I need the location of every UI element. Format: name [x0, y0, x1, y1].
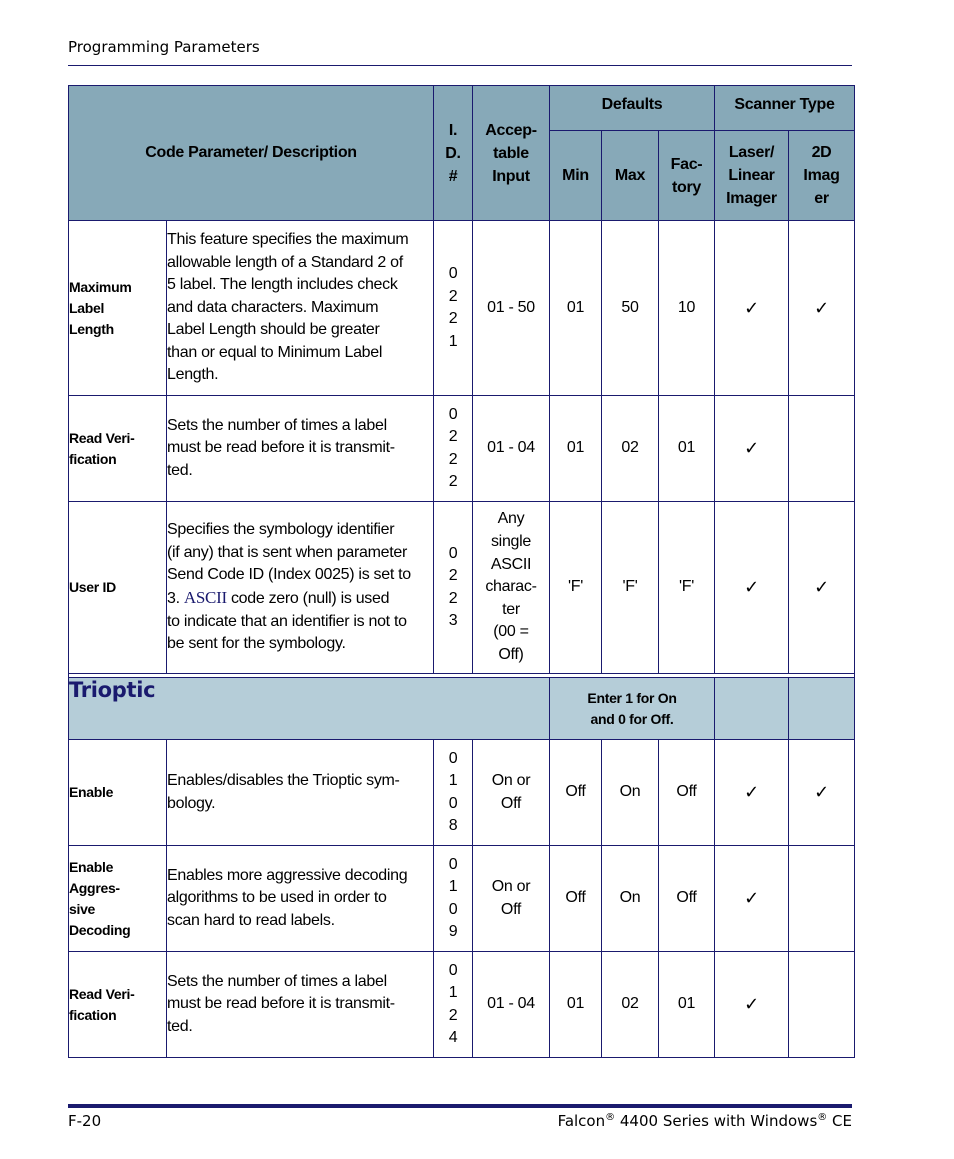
parameter-id: 0 2 2 3 — [434, 502, 473, 674]
table-row — [69, 502, 855, 674]
default-min: Off — [550, 846, 602, 952]
table-row — [69, 396, 855, 502]
default-max: 50 — [602, 221, 659, 396]
default-factory: 'F' — [659, 502, 715, 674]
default-min: 01 — [550, 396, 602, 502]
header-factory: Fac- tory — [659, 131, 715, 221]
parameter-id: 0 1 0 8 — [434, 740, 473, 846]
parameter-table — [68, 85, 855, 1058]
footer-rule — [68, 1104, 852, 1108]
default-factory: Off — [659, 740, 715, 846]
table-row — [69, 952, 855, 1058]
check-icon: ✓ — [715, 952, 789, 1058]
parameter-description: This feature specifies the maximum allowable length of a Standard 2 of 5 label. The length includes check and data characters. Maximum Label Length should be greater than or equal to Minimum Label Length. — [167, 221, 434, 396]
parameter-name: User ID — [69, 502, 167, 674]
header-code-parameter: Code Parameter/ Description — [69, 86, 434, 221]
parameter-description: Sets the number of times a label must be read before it is transmit- ted. — [167, 952, 434, 1058]
default-min: 'F' — [550, 502, 602, 674]
table-row — [69, 740, 855, 846]
check-icon: ✓ — [789, 502, 855, 674]
header-id: I. D. # — [434, 86, 473, 221]
check-icon: ✓ — [715, 502, 789, 674]
parameter-id: 0 1 0 9 — [434, 846, 473, 952]
header-defaults: Defaults — [550, 86, 715, 131]
empty-cell — [789, 396, 855, 502]
default-max: 'F' — [602, 502, 659, 674]
ascii-link[interactable]: ASCII — [183, 588, 227, 607]
header-2d-imager: 2D Imag er — [789, 131, 855, 221]
parameter-name: Maximum Label Length — [69, 221, 167, 396]
page-number: F-20 — [68, 1112, 102, 1130]
empty-cell — [789, 952, 855, 1058]
running-header: Programming Parameters — [68, 38, 260, 56]
default-max: On — [602, 846, 659, 952]
check-icon: ✓ — [789, 740, 855, 846]
default-factory: 01 — [659, 952, 715, 1058]
header-min: Min — [550, 131, 602, 221]
empty-cell — [789, 846, 855, 952]
acceptable-input: 01 - 04 — [473, 952, 550, 1058]
section-header — [69, 678, 855, 740]
parameter-description: Enables more aggressive decoding algorithms to be used in order to scan hard to read labels. — [167, 846, 434, 952]
empty-cell — [715, 678, 789, 740]
check-icon: ✓ — [715, 221, 789, 396]
parameter-name: Enable — [69, 740, 167, 846]
section-note: Enter 1 for On and 0 for Off. — [550, 678, 715, 740]
parameter-description: Enables/disables the Trioptic sym- bology. — [167, 740, 434, 846]
header-scanner-type: Scanner Type — [715, 86, 855, 131]
default-min: 01 — [550, 221, 602, 396]
default-max: On — [602, 740, 659, 846]
parameter-description: Sets the number of times a label must be read before it is transmit- ted. — [167, 396, 434, 502]
acceptable-input: Any single ASCII charac- ter (00 = Off) — [473, 502, 550, 674]
check-icon: ✓ — [715, 740, 789, 846]
section-title: Trioptic — [69, 678, 550, 740]
table-row — [69, 221, 855, 396]
empty-cell — [789, 678, 855, 740]
check-icon: ✓ — [715, 846, 789, 952]
default-factory: 10 — [659, 221, 715, 396]
parameter-id: 0 2 2 1 — [434, 221, 473, 396]
parameter-id: 0 2 2 2 — [434, 396, 473, 502]
parameter-name: Enable Aggres- sive Decoding — [69, 846, 167, 952]
check-icon: ✓ — [715, 396, 789, 502]
default-min: 01 — [550, 952, 602, 1058]
acceptable-input: On or Off — [473, 740, 550, 846]
header-acceptable-input: Accep- table Input — [473, 86, 550, 221]
parameter-name: Read Veri- fication — [69, 396, 167, 502]
table-row — [69, 846, 855, 952]
default-min: Off — [550, 740, 602, 846]
default-factory: 01 — [659, 396, 715, 502]
default-max: 02 — [602, 396, 659, 502]
header-max: Max — [602, 131, 659, 221]
header-laser-linear-imager: Laser/ Linear Imager — [715, 131, 789, 221]
acceptable-input: On or Off — [473, 846, 550, 952]
parameter-id: 0 1 2 4 — [434, 952, 473, 1058]
check-icon: ✓ — [789, 221, 855, 396]
parameter-name: Read Veri- fication — [69, 952, 167, 1058]
default-max: 02 — [602, 952, 659, 1058]
default-factory: Off — [659, 846, 715, 952]
acceptable-input: 01 - 50 — [473, 221, 550, 396]
acceptable-input: 01 - 04 — [473, 396, 550, 502]
parameter-description: Specifies the symbology identifier (if any) that is sent when parameter Send Code ID (Index 0025) is set to 3. ASCII code zero (null) is used to indicate that an identifier is not to be sent for the symbology. — [167, 502, 434, 674]
header-rule — [68, 65, 852, 66]
footer-product-title: Falcon® 4400 Series with Windows® CE — [557, 1112, 852, 1130]
